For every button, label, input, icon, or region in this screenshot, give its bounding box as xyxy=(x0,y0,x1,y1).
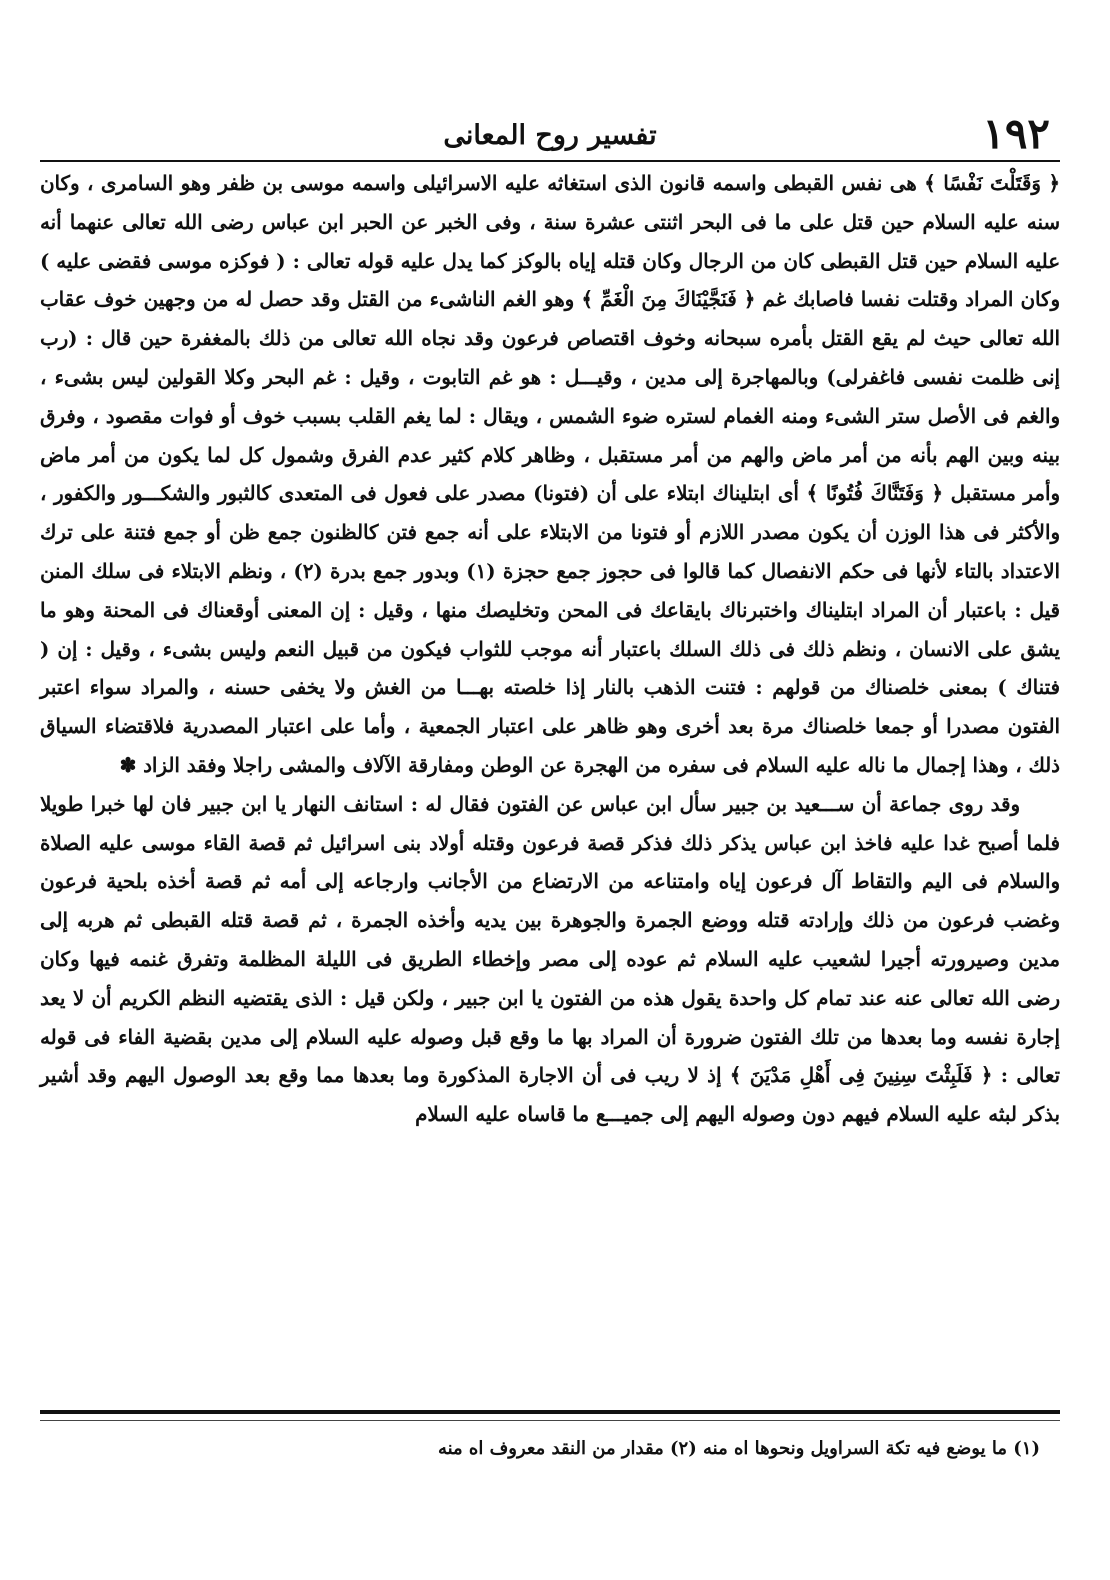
footnote-rule-thin xyxy=(40,1420,1060,1421)
header-rule xyxy=(40,160,1060,162)
body-text xyxy=(40,164,1060,1134)
page-header xyxy=(40,108,1060,164)
footnote: (١) ما يوضع فيه تكة السراويل ونحوها اه منه (٢) مقدار من النقد معروف اه منه xyxy=(437,1438,1040,1459)
running-title: تفسير روح المعانى xyxy=(443,120,657,151)
footnote-rule xyxy=(40,1410,1060,1414)
paragraph: ﴿ وَقَتَلْتَ نَفْسًا ﴾ هى نفس القبطى واسمه قانون الذى استغاثه عليه الاسرائيلى واسمه موسى بن ظفر وهو السامرى ، وكان سنه عليه السلام حين قتل على ما فى البحر اثنتى عشرة سنة ، وفى الخبر عن الحبر ابن عباس رضى الله تعالى عنهما أنه عليه السلام حين قتل القبطى كان من الرجال وكان قتله إياه بالوكز كما يدل عليه قوله تعالى : ( فوكزه موسى فقضى عليه ) وكان المراد وقتلت نفسا فاصابك غم ﴿ فَنَجَّيْنَاكَ مِنَ الْغَمِّ ﴾ وهو الغم الناشىء من القتل وقد حصل له من وجهين خوف عقاب الله تعالى حيث لم يقع القتل بأمره سبحانه وخوف اقتصاص فرعون وقد نجاه الله تعالى من ذلك بالمغفرة حين قال : (رب إنى ظلمت نفسى فاغفرلى) وبالمهاجرة إلى مدين ، وقيـــل : هو غم التابوت ، وقيل : غم البحر وكلا القولين ليس بشىء ، والغم فى الأصل ستر الشىء ومنه الغمام لستره ضوء الشمس ، ويقال : لما يغم القلب بسبب خوف أو فوات مقصود ، وفرق بينه وبين الهم بأنه من أمر ماض والهم من أمر مستقبل ، وظاهر كلام كثير عدم الفرق وشمول كل لما يكون من أمر ماض وأمر مستقبل ﴿ وَفَتَنَّاكَ فُتُونًا ﴾ أى ابتليناك ابتلاء على أن (فتونا) مصدر على فعول فى المتعدى كالثبور والشكـــور والكفور ، والأكثر فى هذا الوزن أن يكون مصدر اللازم أو فتونا من الابتلاء على أنه جمع فتن كالظنون جمع ظن أو جمع فتنة على ترك الاعتداد بالتاء لأنها فى حكم الانفصال كما قالوا فى حجوز جمع حجزة (١) وبدور جمع بدرة (٢) ، ونظم الابتلاء فى سلك المنن قيل : باعتبار أن المراد ابتليناك واختبرناك بايقاعك فى المحن وتخليصك منها ، وقيل : إن المعنى أوقعناك فى المحنة وهو ما يشق على الانسان ، ونظم ذلك فى ذلك السلك باعتبار أنه موجب للثواب فيكون من قبيل النعم وليس بشىء ، وقيل : إن ( فتناك ) بمعنى خلصناك من قولهم : فتنت الذهب بالنار إذا خلصته بهـــا من الغش ولا يخفى حسنه ، والمراد سواء اعتبر الفتون مصدرا أو جمعا خلصناك مرة بعد أخرى وهو ظاهر على اعتبار الجمعية ، وأما على اعتبار المصدرية فلاقتضاء السياق ذلك ، وهذا إجمال ما ناله عليه السلام فى سفره من الهجرة عن الوطن ومفارقة الآلاف والمشى راجلا وفقد الزاد ✽ xyxy=(40,171,1060,777)
paragraph: وقد روى جماعة أن ســـعيد بن جبير سأل ابن عباس عن الفتون فقال له : استانف النهار يا ابن جبير فان لها خبرا طويلا فلما أصبح غدا عليه فاخذ ابن عباس يذكر ذلك فذكر قصة فرعون وقتله أولاد بنى اسرائيل ثم قصة القاء موسى عليه الصلاة والسلام فى اليم والتقاط آل فرعون إياه وامتناعه من الارتضاع من الأجانب وارجاعه إلى أمه ثم قصة أخذه بلحية فرعون وغضب فرعون من ذلك وإرادته قتله ووضع الجمرة والجوهرة بين يديه وأخذه الجمرة ، ثم قصة قتله القبطى ثم هربه إلى مدين وصيرورته أجيرا لشعيب عليه السلام ثم عوده إلى مصر وإخطاء الطريق فى الليلة المظلمة وتفرق غنمه فيها وكان رضى الله تعالى عنه عند تمام كل واحدة يقول هذه من الفتون يا ابن جبير ، ولكن قيل : الذى يقتضيه النظم الكريم أن لا يعد إجارة نفسه وما بعدها من تلك الفتون ضرورة أن المراد بها ما وقع قبل وصوله عليه السلام إلى مدين بقضية الفاء فى قوله تعالى : ﴿ فَلَبِثْتَ سِنِينَ فِى أَهْلِ مَدْيَنَ ﴾ إذ لا ريب فى أن الاجارة المذكورة وما بعدها مما وقع بعد الوصول اليهم وقد أشير بذكر لبثه عليه السلام فيهم دون وصوله اليهم إلى جميـــع ما قاساه عليه السلام xyxy=(40,791,1060,1127)
page-number: ١٩٢ xyxy=(982,109,1050,158)
